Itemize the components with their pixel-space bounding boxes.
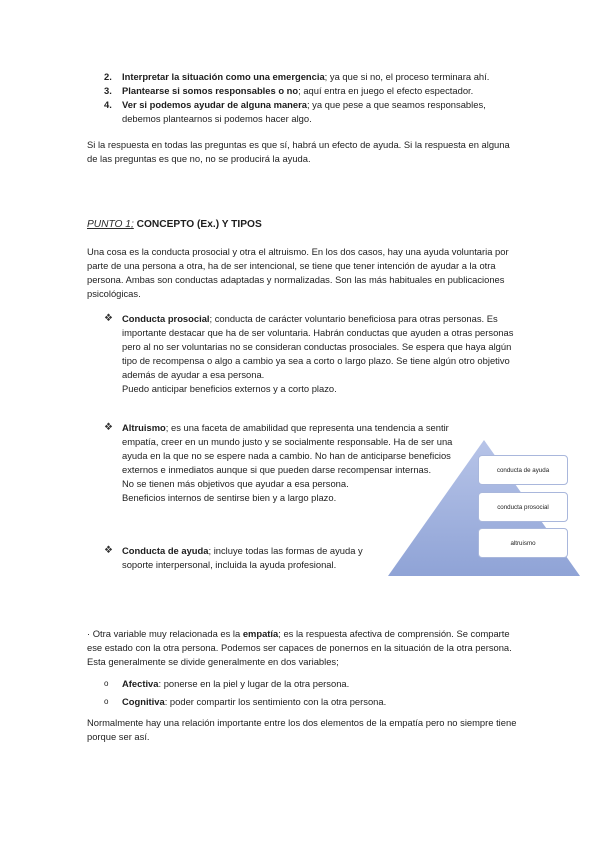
list-number: 3. [104, 85, 112, 96]
bullet-text: ; incluye todas las formas de ayuda y soporte interpersonal, incluida la ayuda profesional. [122, 545, 363, 570]
list-item-bold: Interpretar la situación como una emergencia [122, 71, 325, 82]
numbered-list [104, 70, 524, 126]
diamond-bullet-icon: ❖ [104, 313, 113, 324]
bullet-bold: Conducta prosocial [122, 313, 210, 324]
list-item [104, 84, 524, 98]
list-item-text: : poder compartir los sentimiento con la otra persona. [164, 696, 387, 707]
paragraph-text: Normalmente hay una relación importante entre los dos elementos de la empatía pero no siempre tiene porque ser así. [87, 717, 517, 742]
list-item [104, 98, 524, 126]
list-item-text: ; ya que si no, el proceso terminara ahí. [324, 71, 490, 82]
sub-list [104, 677, 524, 709]
list-item-text: ; aquí entra en juego el efecto espectador. [298, 85, 474, 96]
list-item [104, 695, 524, 709]
bullet-extra: No se tienen más objetivos que ayudar a esa persona. [122, 478, 349, 489]
list-number: 4. [104, 99, 112, 110]
bullet-extra: Puedo anticipar beneficios externos y a corto plazo. [122, 383, 337, 394]
section-heading [87, 219, 262, 230]
final-paragraph [87, 716, 517, 744]
list-item [104, 677, 524, 691]
list-item-text: : ponerse en la piel y lugar de la otra persona. [158, 678, 350, 689]
pyramid-label-middle [478, 492, 568, 522]
diamond-bullet-icon: ❖ [104, 545, 113, 556]
pyramid-label-text: conducta prosocial [497, 503, 549, 511]
list-item-bold: Afectiva [122, 678, 159, 689]
pyramid-label-text: altruismo [510, 539, 536, 547]
heading-title: CONCEPTO (Ex.) Y TIPOS [133, 219, 262, 230]
bullet-bold: Conducta de ayuda [122, 545, 209, 556]
empatia-paragraph [87, 627, 517, 669]
bullet-item [104, 421, 464, 505]
pyramid-label-top [478, 455, 568, 485]
pyramid-label-bottom [478, 528, 568, 558]
summary-paragraph [87, 138, 517, 166]
list-item-bold: Ver si podemos ayudar de alguna manera [122, 99, 307, 110]
paragraph-bold: empatía [242, 628, 279, 639]
list-item-bold: Plantearse si somos responsables o no [122, 85, 299, 96]
paragraph-text: Si la respuesta en todas las preguntas es que sí, habrá un efecto de ayuda. Si la respuesta en alguna de las preguntas es que no, no se producirá la ayuda. [87, 139, 510, 164]
bullet-text: ; es una faceta de amabilidad que representa una tendencia a sentir empatía, creer en un mundo justo y se socialmente responsable. Ha de ser una ayuda en la que no se espere nada a cambio. No han de anticiparse beneficios externos e inmediatos aunque si que pueden darse recompensar internas. [122, 422, 453, 475]
list-item-text: ; ya que pese a que seamos responsables, debemos plantearnos si podemos hacer algo. [122, 99, 486, 124]
paragraph-text: Una cosa es la conducta prosocial y otra el altruismo. En los dos casos, hay una ayuda voluntaria por parte de una persona a otra, ha de ser intencional, se tiene que tener intención de ayudar a la otra persona. Ambas son conductas adaptadas y normalizadas. Son las más habituales en publicaciones psicológicas. [87, 246, 509, 299]
bullet-item [104, 544, 376, 572]
diamond-bullet-icon: ❖ [104, 422, 113, 433]
circle-bullet-icon: o [104, 679, 109, 688]
paragraph-text: · Otra variable muy relacionada es la [87, 628, 243, 639]
paragraph-text: ; es la respuesta afectiva de comprensión. Se comparte ese estado con la otra persona. Podemos ser capaces de ponernos en la situación de la otra persona. Esta generalmente se divide generalmente en dos variables; [87, 628, 512, 667]
list-item [104, 70, 524, 84]
bullet-altruismo [104, 421, 464, 505]
bullet-item [104, 312, 524, 396]
bullet-text: ; conducta de carácter voluntario beneficiosa para otras personas. Es importante destacar que ha de ser voluntaria. Habrán conductas que ayuden a otras personas pero al no ser voluntarias no se consideran conductas prosociales. Se espera que haya algún tipo de recompensa o algo a cambio ya sea a corto o largo plazo. Se tiene algún otro objetivo además de ayudar a esa persona. [122, 313, 514, 380]
bullet-extra: Beneficios internos de sentirse bien y a largo plazo. [122, 492, 337, 503]
heading-label: PUNTO 1; [87, 219, 134, 230]
pyramid-label-text: conducta de ayuda [496, 466, 550, 474]
bullet-bold: Altruismo [122, 422, 166, 433]
list-number: 2. [104, 71, 112, 82]
bullet-prosocial [104, 312, 524, 396]
list-item-bold: Cognitiva [122, 696, 165, 707]
circle-bullet-icon: o [104, 697, 109, 706]
bullet-ayuda [104, 544, 376, 572]
intro-paragraph [87, 245, 517, 301]
